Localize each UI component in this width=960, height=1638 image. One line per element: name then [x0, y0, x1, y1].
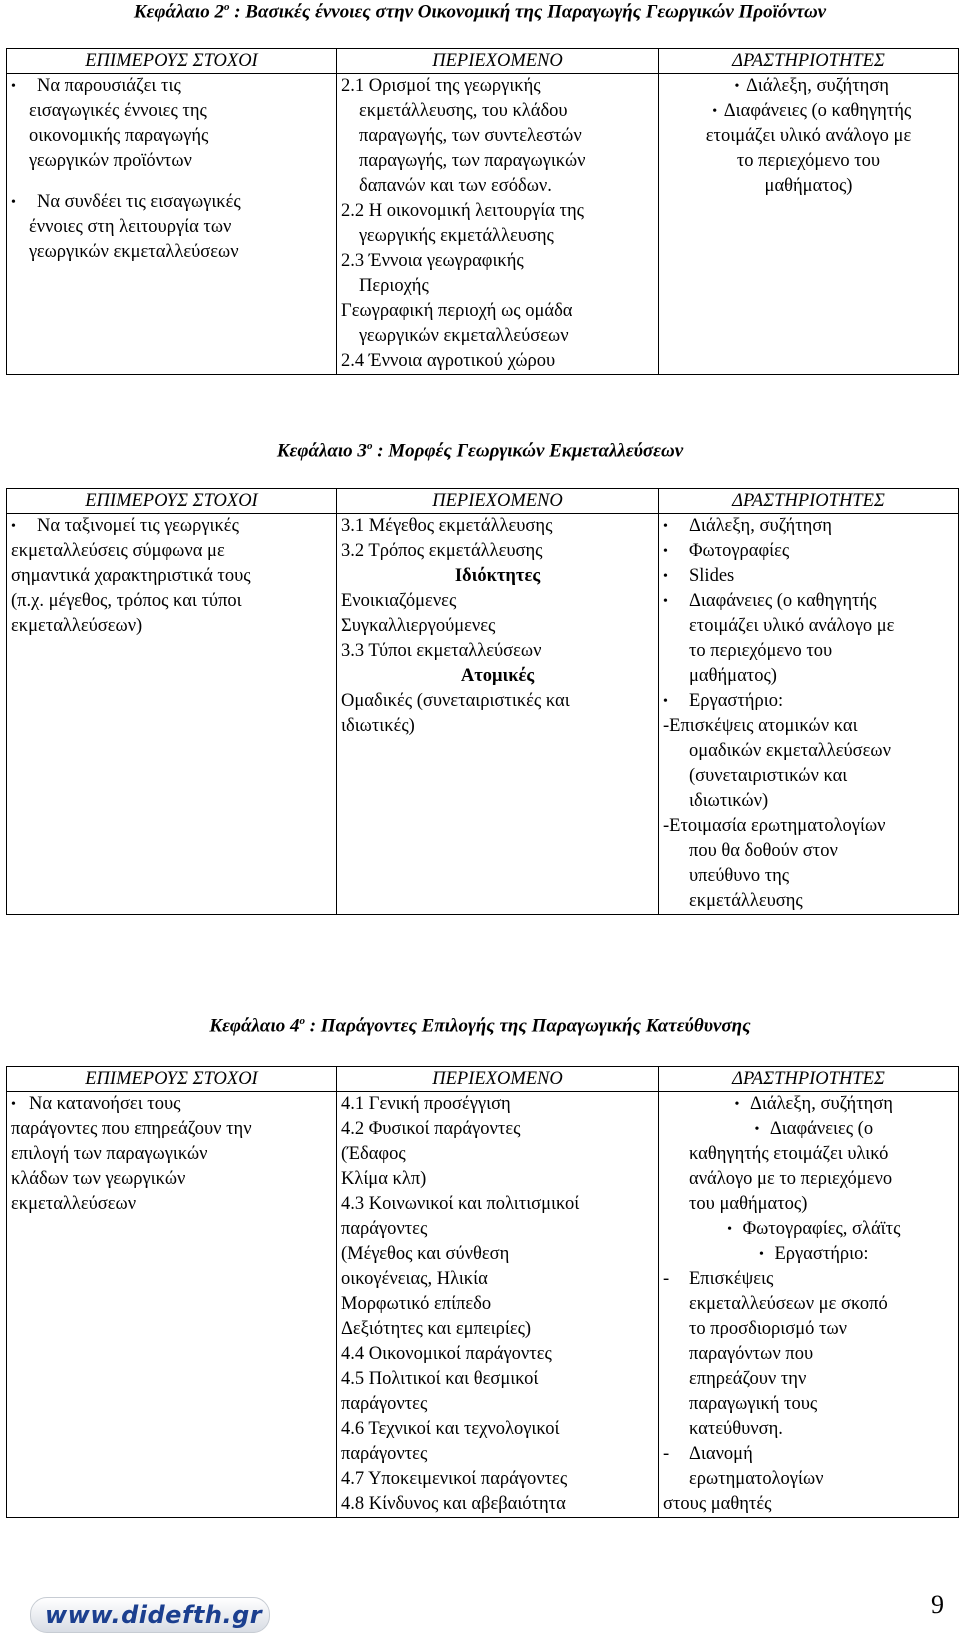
header-objectives: ΕΠΙΜΕΡΟΥΣ ΣΤΟΧΟΙ [7, 489, 337, 514]
site-logo [30, 1597, 270, 1633]
chapter-3-title: Κεφάλαιο $3^o$ : Μορφές Γεωργικών Εκμεταλλεύσεων [276, 440, 684, 462]
list-item: • Να ταξινομεί τις γεωργικές [11, 514, 332, 539]
list-item: • Διάλεξη, συζήτηση [663, 514, 954, 539]
header-activities: ΔΡΑΣΤΗΡΙΟΤΗΤΕΣ [659, 49, 959, 74]
header-objectives: ΕΠΙΜΕΡΟΥΣ ΣΤΟΧΟΙ [7, 49, 337, 74]
table-header-row [7, 1067, 959, 1092]
list-item: - Επισκέψεις [663, 1267, 954, 1292]
list-item: • Διάλεξη, συζήτηση [663, 1092, 954, 1117]
list-item: • Διαφάνειες (ο καθηγητής [663, 99, 954, 124]
content-cell: 3.1 Μέγεθος εκμετάλλευσης 3.2 Τρόπος εκμετάλλευσης Ιδιόκτητες Ενοικιαζόμενες Συγκαλλιεργούμενες 3.3 Τύποι εκμεταλλεύσεων Ατομικές Ομαδικές (συνεταιριστικές και ιδιωτικές) [337, 514, 659, 915]
header-activities: ΔΡΑΣΤΗΡΙΟΤΗΤΕΣ [659, 1067, 959, 1092]
chapter-3-table [6, 488, 959, 915]
activities-cell: • Διάλεξη, συζήτηση • Διαφάνειες (ο καθηγητής ετοιμάζει υλικό ανάλογο με το περιεχόμενο του μαθήματος) [659, 74, 959, 375]
list-item: • Να συνδέει τις εισαγωγικές [11, 190, 332, 215]
list-item: - Διανομή [663, 1442, 954, 1467]
list-item: • Slides [663, 564, 954, 589]
content-cell: 2.1 Ορισμοί της γεωργικής εκμετάλλευσης, του κλάδου παραγωγής, των συντελεστών παραγωγής, των παραγωγικών δαπανών και των εσόδων. 2.2 Η οικονομική λειτουργία της γεωργικής εκμετάλλευσης 2.3 Έννοια γεωγραφικής Περιοχής Γεωγραφική περιοχή ως ομάδα γεωργικών εκμεταλλεύσεων 2.4 Έννοια αγροτικού χώρου [337, 74, 659, 375]
table-row [7, 74, 959, 375]
header-content: ΠΕΡΙΕΧΟΜΕΝΟ [337, 489, 659, 514]
list-item: • Να κατανοήσει τους [11, 1092, 332, 1117]
list-item: • Διάλεξη, συζήτηση [663, 74, 954, 99]
table-header-row [7, 49, 959, 74]
content-cell: 4.1 Γενική προσέγγιση 4.2 Φυσικοί παράγοντες (Έδαφος Κλίμα κλπ) 4.3 Κοινωνικοί και πολιτισμικοί παράγοντες (Μέγεθος και σύνθεση οικογένειας, Ηλικία Μορφωτικό επίπεδο Δεξιότητες και εμπειρίες) 4.4 Οικονομικοί παράγοντες 4.5 Πολιτικοί και θεσμικοί παράγοντες 4.6 Τεχνικοί και τεχνολογικοί παράγοντες 4.7 Υποκειμενικοί παράγοντες 4.8 Κίνδυνος και αβεβαιότητα [337, 1092, 659, 1518]
activities-cell: • Διάλεξη, συζήτηση • Φωτογραφίες • Slides • Διαφάνειες (ο καθηγητής ετοιμάζει υλικό ανάλογο με το περιεχόμενο του μαθήματος) • Εργαστήριο: -Επισκέψεις ατομικών και ομαδικών εκμεταλλεύσεων (συνεταιριστικών και ιδιωτικών) -Ετοιμασία ερωτηματολογίων που θα δοθούν στον υπεύθυνο της εκμετάλλευσης [659, 514, 959, 915]
table-header-row [7, 489, 959, 514]
header-content: ΠΕΡΙΕΧΟΜΕΝΟ [337, 1067, 659, 1092]
list-item: • Φωτογραφίες [663, 539, 954, 564]
table-row [7, 1092, 959, 1518]
objectives-cell: • Να παρουσιάζει τις εισαγωγικές έννοιες της οικονομικής παραγωγής γεωργικών προϊόντων • Να συνδέει τις εισαγωγικές έννοιες στη λειτουργία των γεωργικών εκμεταλλεύσεων [7, 74, 337, 375]
list-item: • Διαφάνειες (ο καθηγητής [663, 589, 954, 614]
page-number: 9 [931, 1590, 944, 1619]
objectives-cell: • Να κατανοήσει τους παράγοντες που επηρεάζουν την επιλογή των παραγωγικών κλάδων των γεωργικών εκμεταλλεύσεων [7, 1092, 337, 1518]
list-item: • Διαφάνειες (ο [663, 1117, 954, 1142]
header-activities: ΔΡΑΣΤΗΡΙΟΤΗΤΕΣ [659, 489, 959, 514]
header-content: ΠΕΡΙΕΧΟΜΕΝΟ [337, 49, 659, 74]
list-item: • Φωτογραφίες, σλάϊτς [663, 1217, 954, 1242]
list-item: • Να παρουσιάζει τις [11, 74, 332, 99]
chapter-4-title: Κεφάλαιο $4^o$ : Παράγοντες Επιλογής της Παραγωγικής Κατεύθυνσης [209, 1015, 751, 1037]
site-logo-text: www.didefth.gr [45, 1601, 263, 1629]
activities-cell: • Διάλεξη, συζήτηση • Διαφάνειες (ο καθηγητής ετοιμάζει υλικό ανάλογο με το περιεχόμενο του μαθήματος) • Φωτογραφίες, σλάϊτς • Εργαστήριο: - Επισκέψεις εκμεταλλεύσεων με σκοπό το προσδιορισμό των παραγόντων που επηρεάζουν την παραγωγική τους κατεύθυνση. - Διανομή ερωτηματολογίων στους μαθητές [659, 1092, 959, 1518]
list-item: • Εργαστήριο: [663, 689, 954, 714]
chapter-4-table [6, 1066, 959, 1518]
objectives-cell: • Να ταξινομεί τις γεωργικές εκμεταλλεύσεις σύμφωνα με σημαντικά χαρακτηριστικά τους (π.χ. μέγεθος, τρόπος και τύποι εκμεταλλεύσεων) [7, 514, 337, 915]
chapter-2-title: Κεφάλαιο $2^o$ : Βασικές έννοιες στην Οικονομική της Παραγωγής Γεωργικών Προϊόντων [133, 1, 827, 23]
list-item: • Εργαστήριο: [663, 1242, 954, 1267]
chapter-2-table [6, 48, 959, 375]
table-row [7, 514, 959, 915]
header-objectives: ΕΠΙΜΕΡΟΥΣ ΣΤΟΧΟΙ [7, 1067, 337, 1092]
